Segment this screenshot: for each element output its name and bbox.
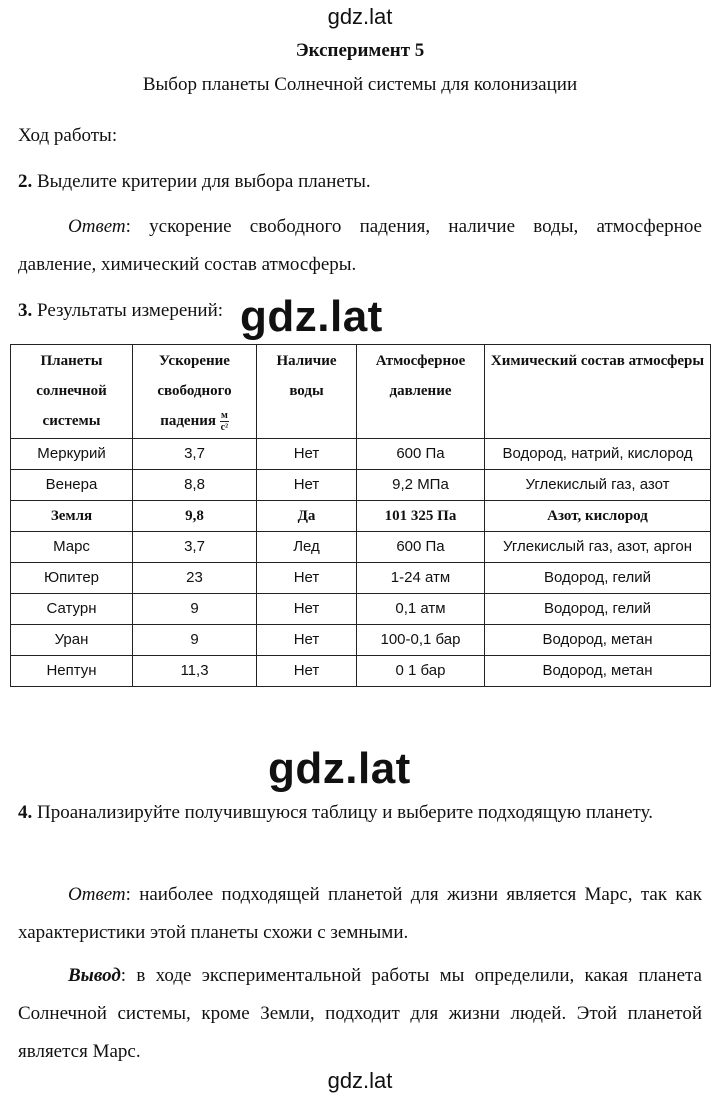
cell-water: Нет [257, 563, 357, 594]
header-planets: Планеты солнечной системы [11, 345, 133, 439]
cell-planet: Нептун [11, 656, 133, 687]
unit-fraction [220, 410, 229, 433]
cell-composition: Водород, натрий, кислород [485, 439, 711, 470]
cell-water: Нет [257, 470, 357, 501]
answer-label: Ответ [68, 884, 126, 905]
cell-acceleration: 9,8 [133, 501, 257, 532]
cell-water: Нет [257, 594, 357, 625]
step-2-number: 2. [18, 171, 33, 192]
table-row-earth [11, 501, 711, 532]
cell-pressure: 101 325 Па [357, 501, 485, 532]
cell-planet: Венера [11, 470, 133, 501]
watermark-bottom: gdz.lat [327, 1068, 393, 1093]
cell-acceleration: 8,8 [133, 470, 257, 501]
cell-pressure: 9,2 МПа [357, 470, 485, 501]
cell-composition: Водород, гелий [485, 563, 711, 594]
cell-pressure: 100-0,1 бар [357, 625, 485, 656]
header-acceleration [133, 345, 257, 439]
watermark-top: gdz.lat [327, 4, 393, 29]
step-4-number: 4. [18, 802, 33, 823]
answer-label: Ответ [68, 216, 126, 237]
table-row [11, 563, 711, 594]
step-2-text: Выделите критерии для выбора планеты. [32, 171, 371, 192]
table-row [11, 656, 711, 687]
conclusion-label: Вывод [68, 965, 121, 986]
conclusion [18, 957, 702, 1071]
cell-composition: Азот, кислород [485, 501, 711, 532]
header-acceleration-label: Ускорение свободного падения [157, 353, 232, 429]
header-pressure: Атмосферное давление [357, 345, 485, 439]
step-4-answer [18, 876, 702, 952]
step-3-task [18, 292, 702, 330]
cell-planet: Меркурий [11, 439, 133, 470]
step-4-task [18, 794, 702, 832]
table-row [11, 625, 711, 656]
cell-water: Да [257, 501, 357, 532]
cell-acceleration: 11,3 [133, 656, 257, 687]
cell-composition: Водород, метан [485, 625, 711, 656]
cell-pressure: 600 Па [357, 532, 485, 563]
cell-composition: Водород, метан [485, 656, 711, 687]
cell-pressure: 0,1 атм [357, 594, 485, 625]
cell-planet: Уран [11, 625, 133, 656]
cell-acceleration: 23 [133, 563, 257, 594]
table-row [11, 439, 711, 470]
cell-planet: Земля [11, 501, 133, 532]
cell-composition: Водород, гелий [485, 594, 711, 625]
cell-acceleration: 9 [133, 625, 257, 656]
cell-acceleration: 3,7 [133, 439, 257, 470]
page-subtitle: Выбор планеты Солнечной системы для колонизации [142, 74, 578, 95]
table-row [11, 594, 711, 625]
header-water: Наличие воды [257, 345, 357, 439]
step-3-number: 3. [18, 300, 33, 321]
course-label: Ход работы: [18, 125, 118, 146]
step-3-text: Результаты измерений: [32, 300, 224, 321]
cell-water: Нет [257, 625, 357, 656]
conclusion-text: : в ходе экспериментальной работы мы определили, какая планета Солнечной системы, кроме Земли, подходит для жизни людей. Этой планетой является Марс. [18, 965, 702, 1062]
cell-composition: Углекислый газ, азот [485, 470, 711, 501]
answer-text: : наиболее подходящей планетой для жизни является Марс, так как характеристики этой планеты схожи с земными. [18, 884, 702, 943]
cell-pressure: 1-24 атм [357, 563, 485, 594]
unit-denominator: с² [220, 422, 229, 434]
cell-pressure: 600 Па [357, 439, 485, 470]
cell-water: Нет [257, 439, 357, 470]
answer-text: : ускорение свободного падения, наличие воды, атмосферное давление, химический состав атмосферы. [18, 216, 702, 275]
cell-planet: Марс [11, 532, 133, 563]
cell-composition: Углекислый газ, азот, аргон [485, 532, 711, 563]
table-header-row [11, 345, 711, 439]
cell-planet: Юпитер [11, 563, 133, 594]
cell-water: Нет [257, 656, 357, 687]
table-row [11, 532, 711, 563]
cell-water: Лед [257, 532, 357, 563]
results-table [10, 344, 711, 687]
cell-pressure: 0 1 бар [357, 656, 485, 687]
watermark-middle: gdz.lat [240, 292, 383, 341]
step-2-task [18, 163, 702, 201]
table-row [11, 470, 711, 501]
watermark-lower: gdz.lat [268, 744, 411, 793]
header-composition: Химический состав атмосферы [485, 345, 711, 439]
cell-acceleration: 9 [133, 594, 257, 625]
step-4-text: Проанализируйте получившуюся таблицу и выберите подходящую планету. [32, 802, 653, 823]
cell-acceleration: 3,7 [133, 532, 257, 563]
cell-planet: Сатурн [11, 594, 133, 625]
unit-numerator: м [220, 410, 228, 422]
page-title: Эксперимент 5 [295, 40, 425, 61]
step-2-answer [18, 208, 702, 284]
